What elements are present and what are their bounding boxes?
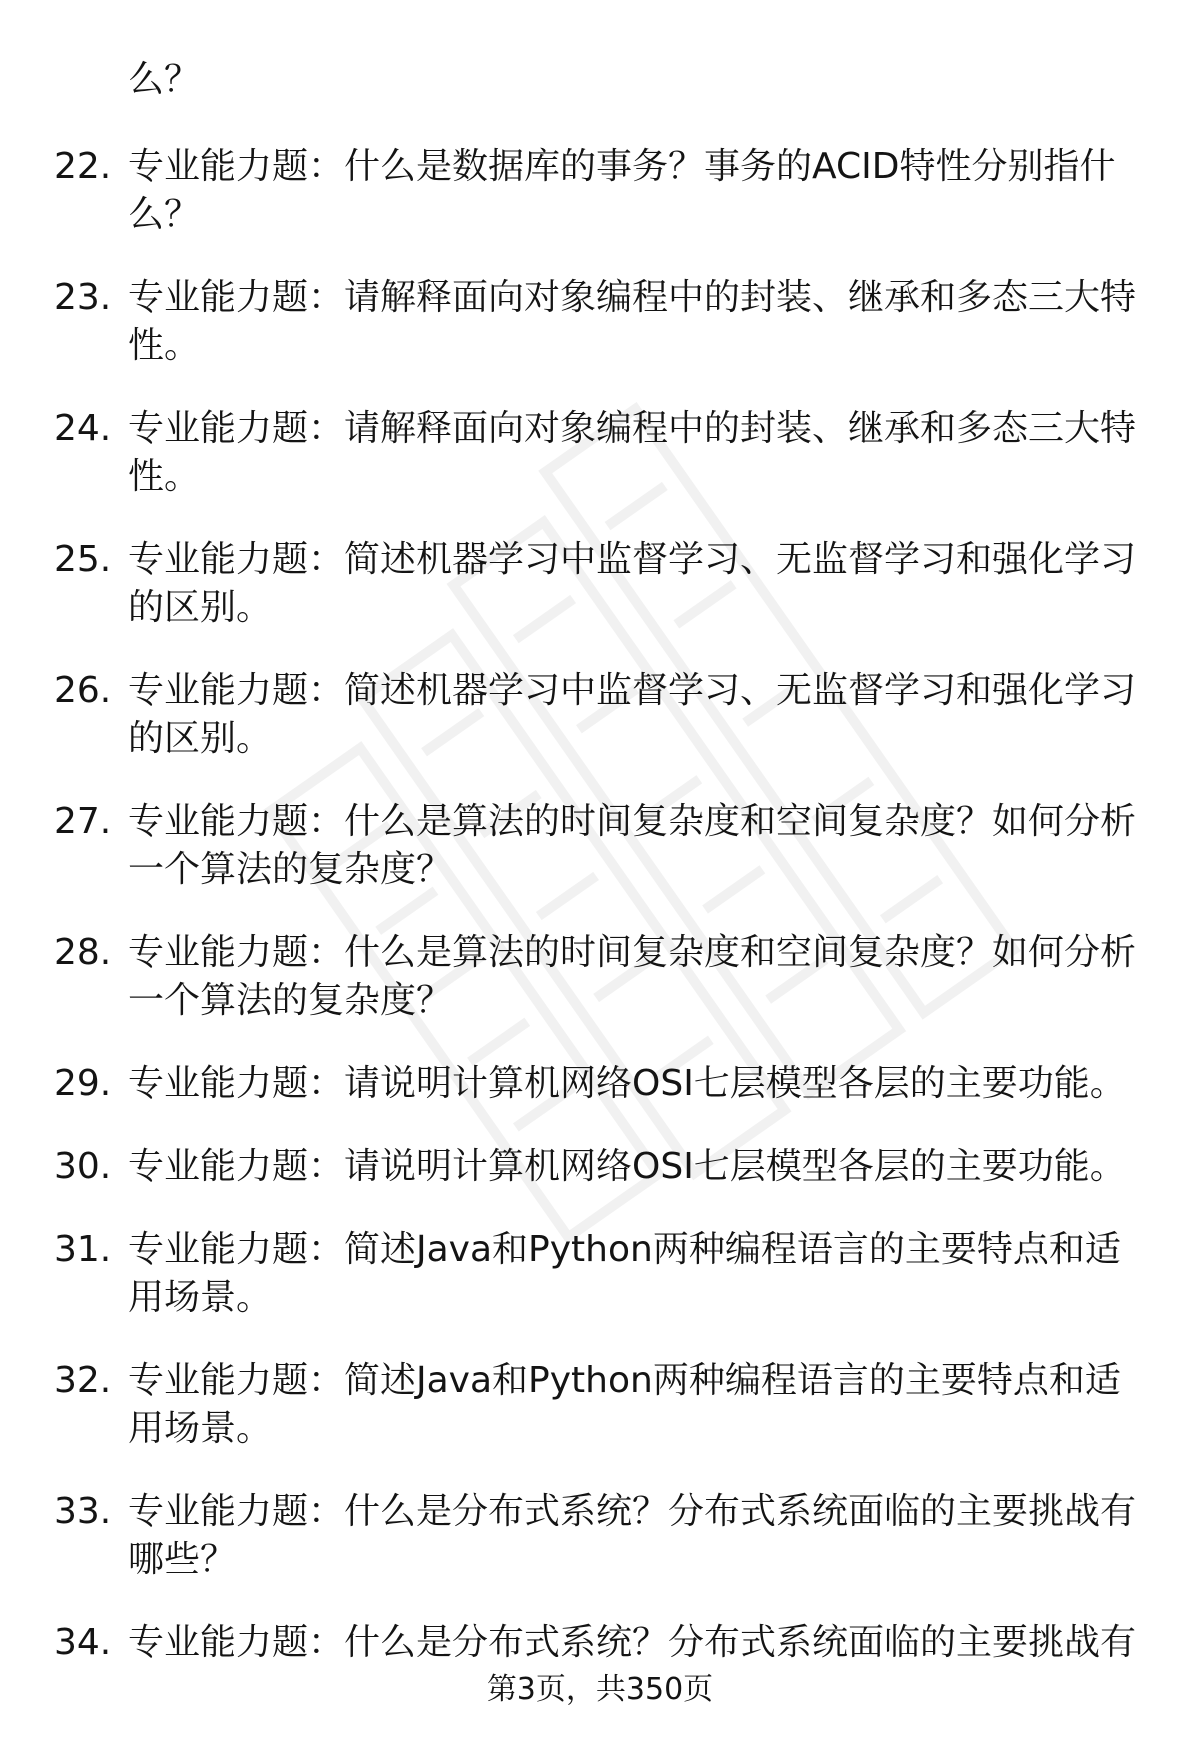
- list-item: [0, 929, 1200, 1060]
- question-number: 27.: [54, 801, 112, 842]
- question-number: 22.: [54, 146, 112, 187]
- list-item: [0, 1488, 1200, 1619]
- question-text: 专业能力题：什么是算法的时间复杂度和空间复杂度？如何分析一个算法的复杂度？: [128, 801, 1137, 890]
- question-text: 专业能力题：什么是分布式系统？分布式系统面临的主要挑战有: [128, 1622, 1137, 1663]
- question-number: 32.: [54, 1360, 112, 1401]
- question-text: 专业能力题：什么是分布式系统？分布式系统面临的主要挑战有哪些？: [128, 1491, 1137, 1580]
- list-item: [0, 1143, 1200, 1226]
- list-item: [0, 1226, 1200, 1357]
- question-text: 专业能力题：请说明计算机网络OSI七层模型各层的主要功能。: [128, 1146, 1126, 1187]
- list-item: [0, 274, 1200, 405]
- question-text: 专业能力题：请说明计算机网络OSI七层模型各层的主要功能。: [128, 1063, 1126, 1104]
- question-number: 26.: [54, 670, 112, 711]
- question-text: 专业能力题：什么是算法的时间复杂度和空间复杂度？如何分析一个算法的复杂度？: [128, 932, 1137, 1021]
- list-item: [0, 798, 1200, 929]
- question-text: 专业能力题：请解释面向对象编程中的封装、继承和多态三大特性。: [128, 408, 1137, 497]
- question-text: 专业能力题：简述Java和Python两种编程语言的主要特点和适用场景。: [128, 1229, 1121, 1318]
- question-text: 专业能力题：什么是数据库的事务？事务的ACID特性分别指什么？: [128, 146, 1116, 235]
- question-text: 专业能力题：简述Java和Python两种编程语言的主要特点和适用场景。: [128, 1360, 1121, 1449]
- question-text: 专业能力题：请解释面向对象编程中的封装、继承和多态三大特性。: [128, 277, 1137, 366]
- list-item: [0, 1357, 1200, 1488]
- question-number: 33.: [54, 1491, 112, 1532]
- list-item: [0, 1060, 1200, 1143]
- question-number: 30.: [54, 1146, 112, 1187]
- question-number: 28.: [54, 932, 112, 973]
- question-text: 专业能力题：简述机器学习中监督学习、无监督学习和强化学习的区别。: [128, 539, 1137, 628]
- question-list: [0, 143, 1200, 1702]
- question-number: 24.: [54, 408, 112, 449]
- list-item: [0, 536, 1200, 667]
- question-text: 专业能力题：简述机器学习中监督学习、无监督学习和强化学习的区别。: [128, 670, 1137, 759]
- question-number: 34.: [54, 1622, 112, 1663]
- page-footer: 第3页，共350页: [486, 1672, 714, 1707]
- question-number: 29.: [54, 1063, 112, 1104]
- question-number: 31.: [54, 1229, 112, 1270]
- list-item: [0, 667, 1200, 798]
- question-number: 23.: [54, 277, 112, 318]
- continued-question-text: 么？: [128, 59, 201, 100]
- question-number: 25.: [54, 539, 112, 580]
- list-item: [0, 405, 1200, 536]
- list-item: [0, 143, 1200, 274]
